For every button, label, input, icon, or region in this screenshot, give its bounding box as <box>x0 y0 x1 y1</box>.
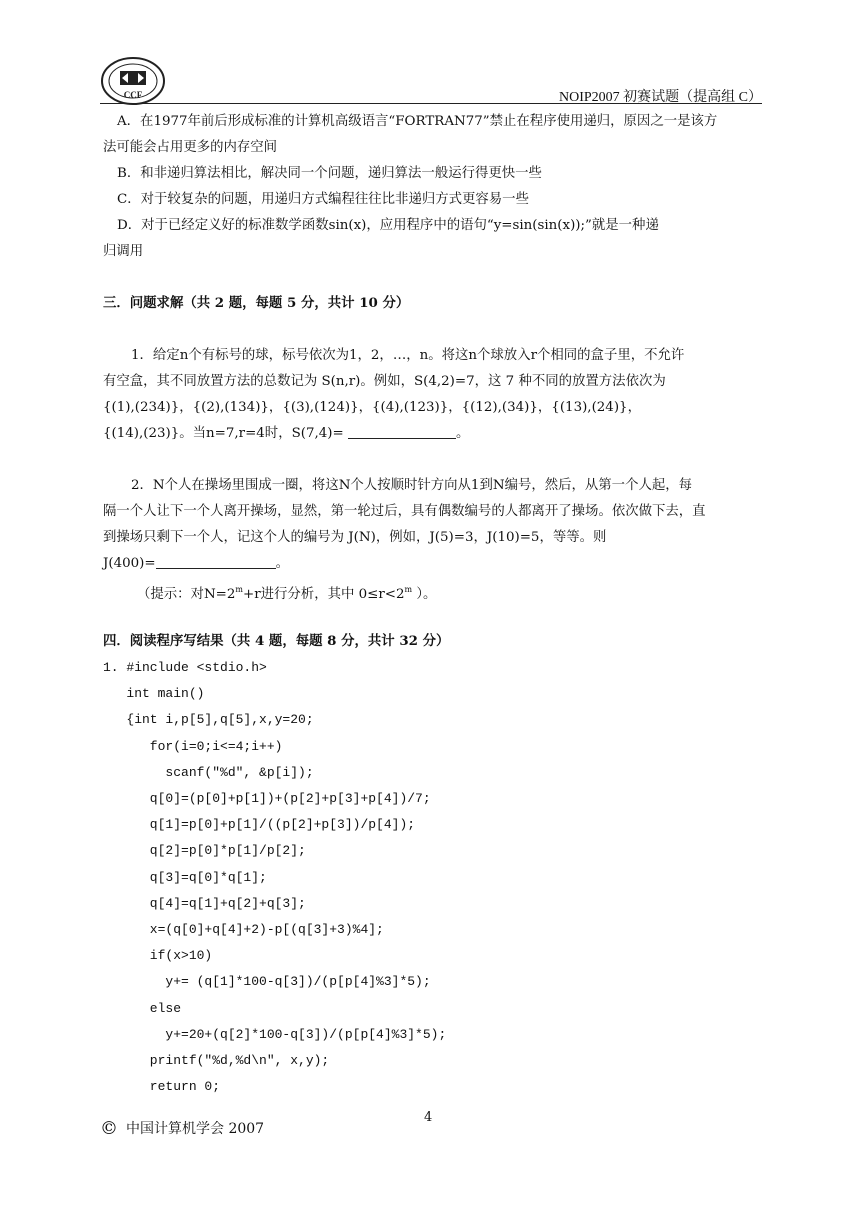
q3-2-line4-end: 。 <box>275 556 289 571</box>
section-4-heading: 四．阅读程序写结果（共 4 题，每题 8 分，共计 32 分） <box>103 633 450 649</box>
q3-2-hint <box>103 577 753 608</box>
code-line: {int i,p[5],q[5],x,y=20; <box>103 712 314 728</box>
copyright <box>100 1118 264 1139</box>
code-line: q[0]=(p[0]+p[1])+(p[2]+p[3]+p[4])/7; <box>103 791 431 807</box>
code-line: q[2]=p[0]*p[1]/p[2]; <box>103 843 306 859</box>
logo-text: CCF <box>123 90 143 100</box>
hint-sup2: m <box>404 585 413 594</box>
code-line: 1. #include <stdio.h> <box>103 660 267 675</box>
code-line: y+=20+(q[2]*100-q[3])/(p[p[4]%3]*5); <box>103 1026 447 1042</box>
page-number: 4 <box>424 1110 433 1125</box>
option-a-line1: A．在1977年前后形成标准的计算机高级语言“FORTRAN77”禁止在程序使用递归，原因之一是该方 <box>117 114 718 129</box>
option-a-line2: 法可能会占用更多的内存空间 <box>103 140 278 155</box>
header-title: NOIP2007 初赛试题（提高组 C） <box>558 90 762 105</box>
option-c: C．对于较复杂的问题，用递归方式编程往往比非递归方式更容易一些 <box>117 192 529 207</box>
q3-1-line2: 有空盒，其不同放置方法的总数记为 S(n,r)。例如，S(4,2)=7，这 7 种不同的放置方法依次为 <box>103 374 666 389</box>
copyright-icon: © <box>100 1118 118 1139</box>
hint-mid: +r进行分析，其中 0≤r<2 <box>243 587 405 602</box>
hint-post: ）。 <box>412 587 437 602</box>
q3-2-line2: 隔一个人让下一个人离开操场，显然，第一轮过后，具有偶数编号的人都离开了操场。依次做下去，直 <box>103 504 706 519</box>
code-line: q[1]=p[0]+p[1]/((p[2]+p[3])/p[4]); <box>103 817 416 833</box>
code-line: int main() <box>103 686 205 702</box>
q3-1-line4-text: {(14),(23)}。当n=7,r=4时，S(7,4)= <box>103 426 348 441</box>
code-line: y+= (q[1]*100-q[3])/(p[p[4]%3]*5); <box>103 974 431 990</box>
code-line: q[4]=q[1]+q[2]+q[3]; <box>103 895 306 911</box>
hint-pre: （提示：对N=2 <box>137 587 236 602</box>
option-b: B．和非递归算法相比，解决同一个问题，递归算法一般运行得更快一些 <box>117 166 542 181</box>
q3-1-line4-end: 。 <box>456 426 470 441</box>
q3-2-line3: 到操场只剩下一个人，记这个人的编号为 J(N)，例如，J(5)=3，J(10)=5，等等。则 <box>103 530 607 545</box>
option-d-line2: 归调用 <box>103 244 144 259</box>
q3-2-line1: 2．N个人在操场里围成一圈，将这N个人按顺时针方向从1到N编号，然后，从第一个人起，每 <box>131 478 693 493</box>
question-3-1 <box>103 343 753 447</box>
ccf-logo <box>100 56 166 106</box>
code-line: return 0; <box>103 1079 221 1095</box>
code-line: else <box>103 1000 182 1016</box>
q3-2-line4 <box>103 551 753 577</box>
code-line: scanf("%d", &p[i]); <box>103 764 314 780</box>
q3-1-line3: {(1),(234)}，{(2),(134)}，{(3),(124)}，{(4),(123)}，{(12),(34)}，{(13),(24)}， <box>103 400 641 415</box>
answer-blank[interactable] <box>348 424 456 439</box>
q3-1-line4 <box>103 421 753 447</box>
code-listing <box>103 655 753 1100</box>
code-line: q[3]=q[0]*q[1]; <box>103 869 267 885</box>
code-line: x=(q[0]+q[4]+2)-p[(q[3]+3)%4]; <box>103 922 384 938</box>
code-line: for(i=0;i<=4;i++) <box>103 738 283 754</box>
section-3-heading: 三．问题求解（共 2 题，每题 5 分，共计 10 分） <box>103 295 410 311</box>
question-3-2 <box>103 473 753 608</box>
copyright-text: 中国计算机学会 2007 <box>126 1121 265 1137</box>
code-line: if(x>10) <box>103 948 213 964</box>
q3-2-line4-text: J(400)= <box>103 556 156 571</box>
q3-1-line1: 1．给定n个有标号的球，标号依次为1，2，…，n。将这n个球放入r个相同的盒子里，不允许 <box>131 348 685 363</box>
option-d-line1: D．对于已经定义好的标准数学函数sin(x)，应用程序中的语句“y=sin(sin(x));”就是一种递 <box>117 218 659 233</box>
answer-options <box>103 109 753 265</box>
hint-sup1: m <box>235 585 244 594</box>
header-divider <box>100 103 762 104</box>
answer-blank[interactable] <box>156 554 276 569</box>
code-line: printf("%d,%d\n", x,y); <box>103 1053 330 1069</box>
